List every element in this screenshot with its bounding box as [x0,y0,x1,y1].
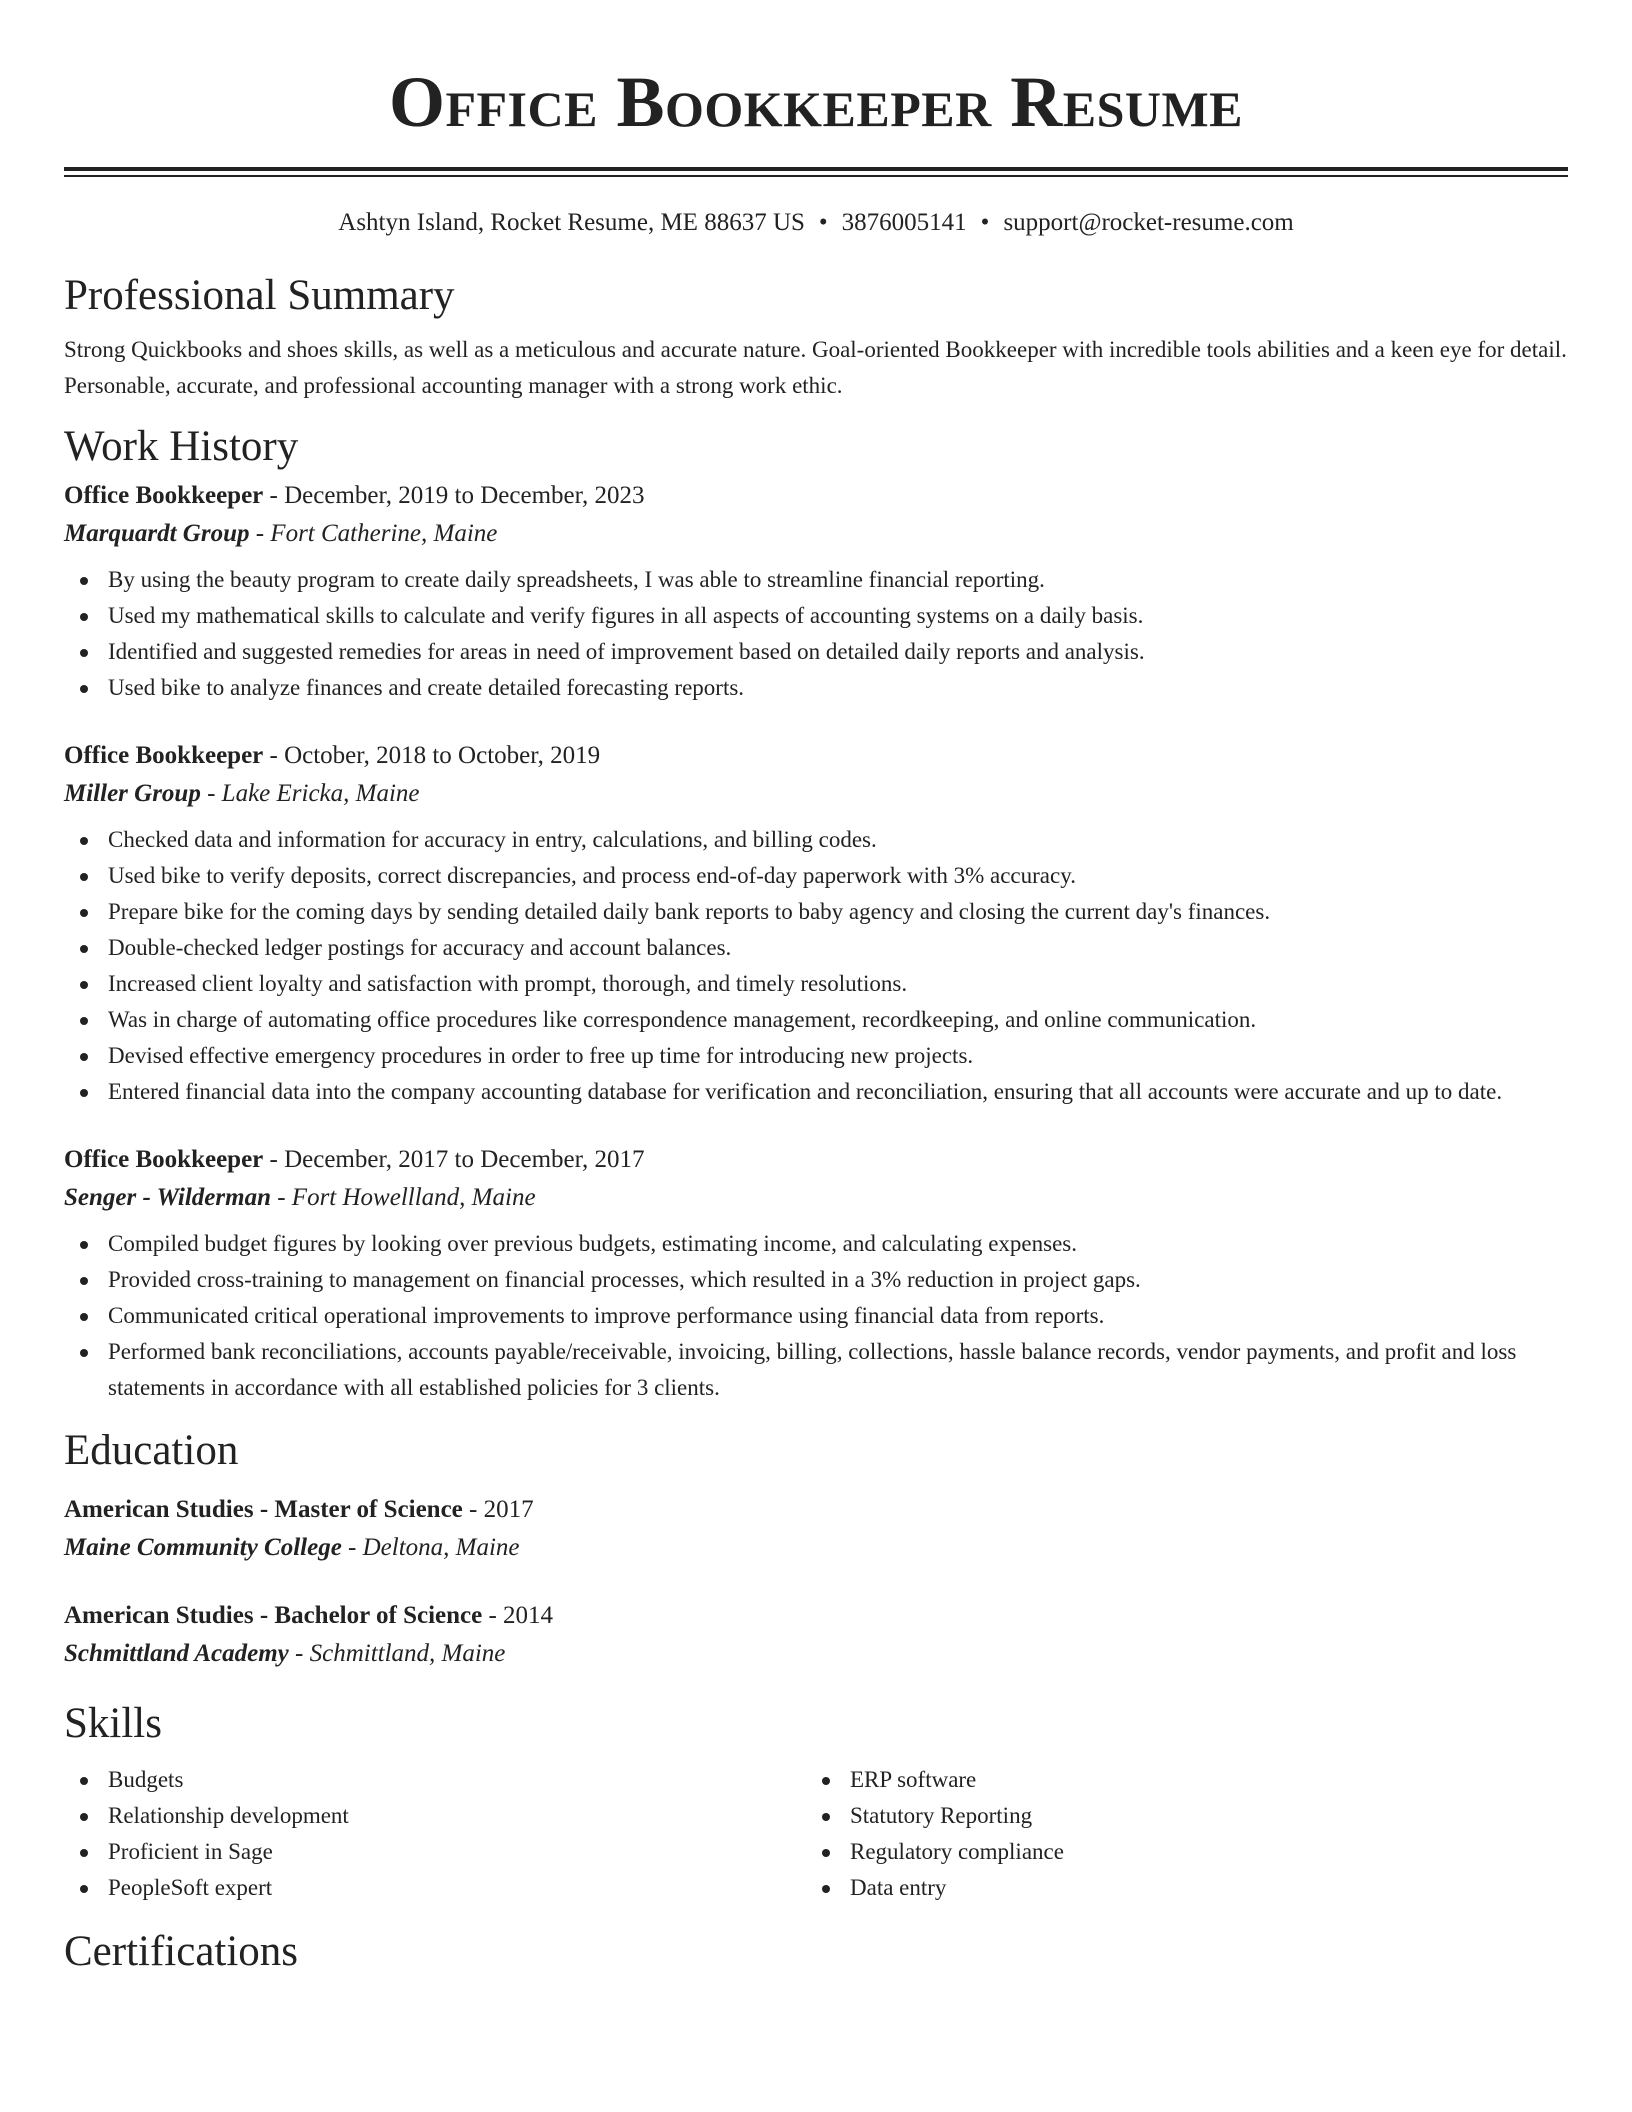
education-entry [64,1492,1568,1568]
certifications-heading: Certifications [64,1928,299,1975]
education-degree-line [64,1492,1568,1528]
list-item: Used bike to verify deposits, correct discrepancies, and process end-of-day paperwork with 3% accuracy. [64,858,1568,894]
job-dates: - October, 2018 to October, 2019 [263,742,601,769]
title-divider-thin [64,175,1568,177]
education-degree: American Studies - Bachelor of Science [64,1602,483,1629]
job-title: Office Bookkeeper [64,482,264,509]
list-item: Used my mathematical skills to calculate and verify figures in all aspects of accounting systems on a daily basis. [64,598,1568,634]
education-year: - 2014 [482,1602,554,1629]
job-duties-list [64,562,1568,706]
list-item: Identified and suggested remedies for areas in need of improvement based on detailed daily reports and analysis. [64,634,1568,670]
job-company-line [64,1178,1568,1218]
job-header [64,1142,1568,1178]
skill-item: ERP software [806,1762,1548,1798]
job-company: Senger - Wilderman [64,1184,271,1211]
education-location: - Schmittland, Maine [288,1640,506,1667]
education-school-line [64,1634,1568,1674]
list-item: Provided cross-training to management on financial processes, which resulted in a 3% reduction in project gaps. [64,1262,1568,1298]
education-school: Maine Community College [64,1534,342,1561]
education-location: - Deltona, Maine [341,1534,520,1561]
summary-heading: Professional Summary [64,272,455,319]
list-item: Increased client loyalty and satisfaction with prompt, thorough, and timely resolutions. [64,966,1568,1002]
job-duties-list [64,822,1568,1110]
skills-columns [64,1762,1568,1906]
skill-item: Relationship development [64,1798,806,1834]
skills-heading: Skills [64,1700,162,1747]
job-header [64,738,1568,774]
list-item: Checked data and information for accuracy in entry, calculations, and billing codes. [64,822,1568,858]
contact-email: support@rocket-resume.com [1003,209,1294,236]
job-location: - Lake Ericka, Maine [200,780,420,807]
contact-line [64,207,1568,239]
contact-separator: • [818,209,828,236]
education-degree: American Studies - Master of Science [64,1496,463,1523]
job-entry [64,1142,1568,1406]
list-item: Used bike to analyze finances and create detailed forecasting reports. [64,670,1568,706]
job-entry [64,738,1568,1110]
education-year: - 2017 [462,1496,534,1523]
contact-phone: 3876005141 [841,209,967,236]
education-school-line [64,1528,1568,1568]
work-history-heading: Work History [64,423,299,470]
education-degree-line [64,1598,1568,1634]
list-item: Was in charge of automating office procedures like correspondence management, recordkeeping, and online communication. [64,1002,1568,1038]
skill-item: Data entry [806,1870,1548,1906]
contact-separator: • [980,209,990,236]
skills-list-left [64,1762,806,1906]
list-item: Compiled budget figures by looking over previous budgets, estimating income, and calculating expenses. [64,1226,1568,1262]
list-item: Communicated critical operational improvements to improve performance using financial data from reports. [64,1298,1568,1334]
resume-title: Office Bookkeeper Resume [388,62,1244,142]
list-item: Performed bank reconciliations, accounts payable/receivable, invoicing, billing, collections, hassle balance records, vendor payments, and profit and loss statements in accordance with all established policies for 3 clients. [64,1334,1568,1406]
job-company-line [64,514,1568,554]
job-location: - Fort Catherine, Maine [249,520,498,547]
job-dates: - December, 2019 to December, 2023 [263,482,645,509]
skills-list-right [806,1762,1548,1906]
skill-item: PeopleSoft expert [64,1870,806,1906]
job-location: - Fort Howellland, Maine [270,1184,536,1211]
skill-item: Proficient in Sage [64,1834,806,1870]
job-company-line [64,774,1568,814]
job-duties-list [64,1226,1568,1406]
list-item: By using the beauty program to create daily spreadsheets, I was able to streamline financial reporting. [64,562,1568,598]
skill-item: Regulatory compliance [806,1834,1548,1870]
job-title: Office Bookkeeper [64,1146,264,1173]
education-entry [64,1598,1568,1674]
summary-text: Strong Quickbooks and shoes skills, as well as a meticulous and accurate nature. Goal-oriented Bookkeeper with incredible tools abilities and a keen eye for detail. Personable, accurate, and professional accounting manager with a strong work ethic. [64,337,1567,398]
job-entry [64,478,1568,706]
title-divider-thick [64,167,1568,171]
skill-item: Budgets [64,1762,806,1798]
job-header [64,478,1568,514]
job-title: Office Bookkeeper [64,742,264,769]
job-dates: - December, 2017 to December, 2017 [263,1146,645,1173]
list-item: Double-checked ledger postings for accuracy and account balances. [64,930,1568,966]
job-company: Marquardt Group [64,520,250,547]
education-heading: Education [64,1427,239,1474]
list-item: Entered financial data into the company accounting database for verification and reconciliation, ensuring that all accounts were accurate and up to date. [64,1074,1568,1110]
skill-item: Statutory Reporting [806,1798,1548,1834]
contact-address: Ashtyn Island, Rocket Resume, ME 88637 US [338,209,805,236]
resume-page [64,0,1568,1978]
list-item: Prepare bike for the coming days by sending detailed daily bank reports to baby agency and closing the current day's finances. [64,894,1568,930]
list-item: Devised effective emergency procedures in order to free up time for introducing new projects. [64,1038,1568,1074]
job-company: Miller Group [64,780,201,807]
education-school: Schmittland Academy [64,1640,289,1667]
